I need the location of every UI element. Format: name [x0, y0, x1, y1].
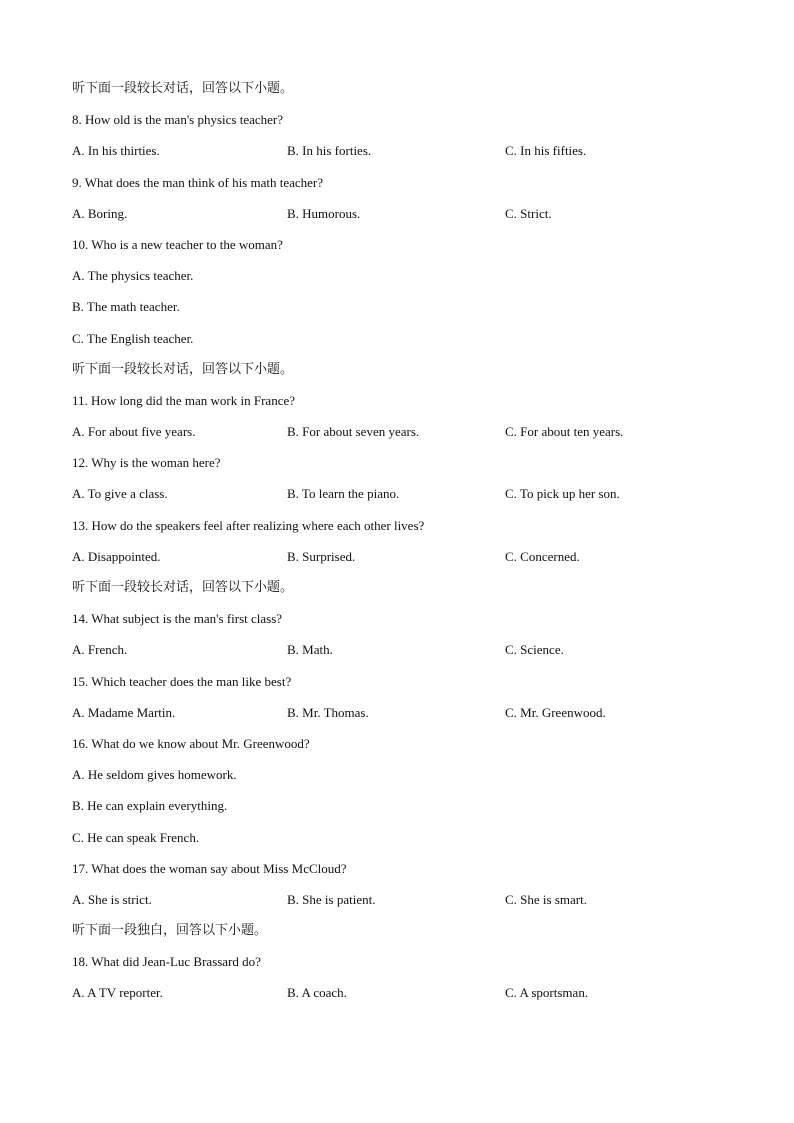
option-c: C. Mr. Greenwood. — [505, 704, 606, 720]
question-17-options — [72, 889, 732, 920]
option-a: A. Madame Martin. — [72, 704, 176, 720]
option-a: A. She is strict. — [72, 891, 152, 907]
question-10: 10. Who is a new teacher to the woman? — [72, 236, 283, 252]
option-a: A. The physics teacher. — [72, 268, 194, 284]
section-instruction: 听下面一段较长对话，回答以下小题。 — [72, 361, 294, 377]
option-a: A. To give a class. — [72, 486, 168, 502]
question-11: 11. How long did the man work in France? — [72, 392, 295, 408]
section-instruction: 听下面一段独白，回答以下小题。 — [72, 923, 268, 939]
question-16: 16. What do we know about Mr. Greenwood? — [72, 735, 310, 751]
option-b: B. In his forties. — [287, 143, 372, 159]
option-c: C. Science. — [505, 642, 564, 658]
option-b: B. Surprised. — [287, 548, 356, 564]
question-8: 8. How old is the man's physics teacher? — [72, 112, 284, 128]
question-17: 17. What does the woman say about Miss McCloud? — [72, 860, 347, 876]
section-instruction: 听下面一段较长对话，回答以下小题。 — [72, 81, 294, 96]
option-c: C. In his fifties. — [505, 143, 587, 159]
question-15-options — [72, 702, 732, 733]
question-18-options — [72, 982, 732, 1013]
question-13-options — [72, 546, 732, 577]
question-12: 12. Why is the woman here? — [72, 455, 221, 471]
question-12-options — [72, 483, 732, 514]
question-9: 9. What does the man think of his math teacher? — [72, 174, 324, 190]
option-b: B. The math teacher. — [72, 299, 180, 315]
option-b: B. Math. — [287, 642, 333, 658]
option-a: A. In his thirties. — [72, 143, 160, 159]
option-b: B. Humorous. — [287, 205, 361, 221]
option-c: C. Concerned. — [505, 548, 580, 564]
option-a: A. Disappointed. — [72, 548, 161, 564]
option-c: C. Strict. — [505, 205, 552, 221]
option-c: C. To pick up her son. — [505, 486, 620, 502]
option-a: A. Boring. — [72, 205, 128, 221]
question-8-options — [72, 140, 732, 171]
option-a: A. He seldom gives homework. — [72, 767, 237, 783]
question-11-options — [72, 421, 732, 452]
option-b: B. A coach. — [287, 985, 347, 1001]
question-14-options — [72, 639, 732, 670]
option-b: B. Mr. Thomas. — [287, 704, 369, 720]
section-instruction: 听下面一段较长对话，回答以下小题。 — [72, 580, 294, 595]
question-18: 18. What did Jean-Luc Brassard do? — [72, 954, 261, 970]
option-a: A. For about five years. — [72, 424, 196, 440]
option-c: C. For about ten years. — [505, 424, 624, 440]
question-9-options — [72, 203, 732, 234]
option-c: C. A sportsman. — [505, 985, 589, 1001]
option-b: B. She is patient. — [287, 891, 376, 907]
question-14: 14. What subject is the man's first class? — [72, 611, 283, 627]
question-13: 13. How do the speakers feel after realizing where each other lives? — [72, 517, 425, 533]
option-a: A. French. — [72, 642, 128, 658]
question-15: 15. Which teacher does the man like best? — [72, 673, 292, 689]
option-a: A. A TV reporter. — [72, 985, 163, 1001]
option-b: B. To learn the piano. — [287, 486, 400, 502]
option-c: C. She is smart. — [505, 891, 587, 907]
option-c: C. The English teacher. — [72, 330, 194, 346]
option-b: B. He can explain everything. — [72, 798, 228, 814]
option-c: C. He can speak French. — [72, 829, 200, 845]
option-b: B. For about seven years. — [287, 424, 420, 440]
